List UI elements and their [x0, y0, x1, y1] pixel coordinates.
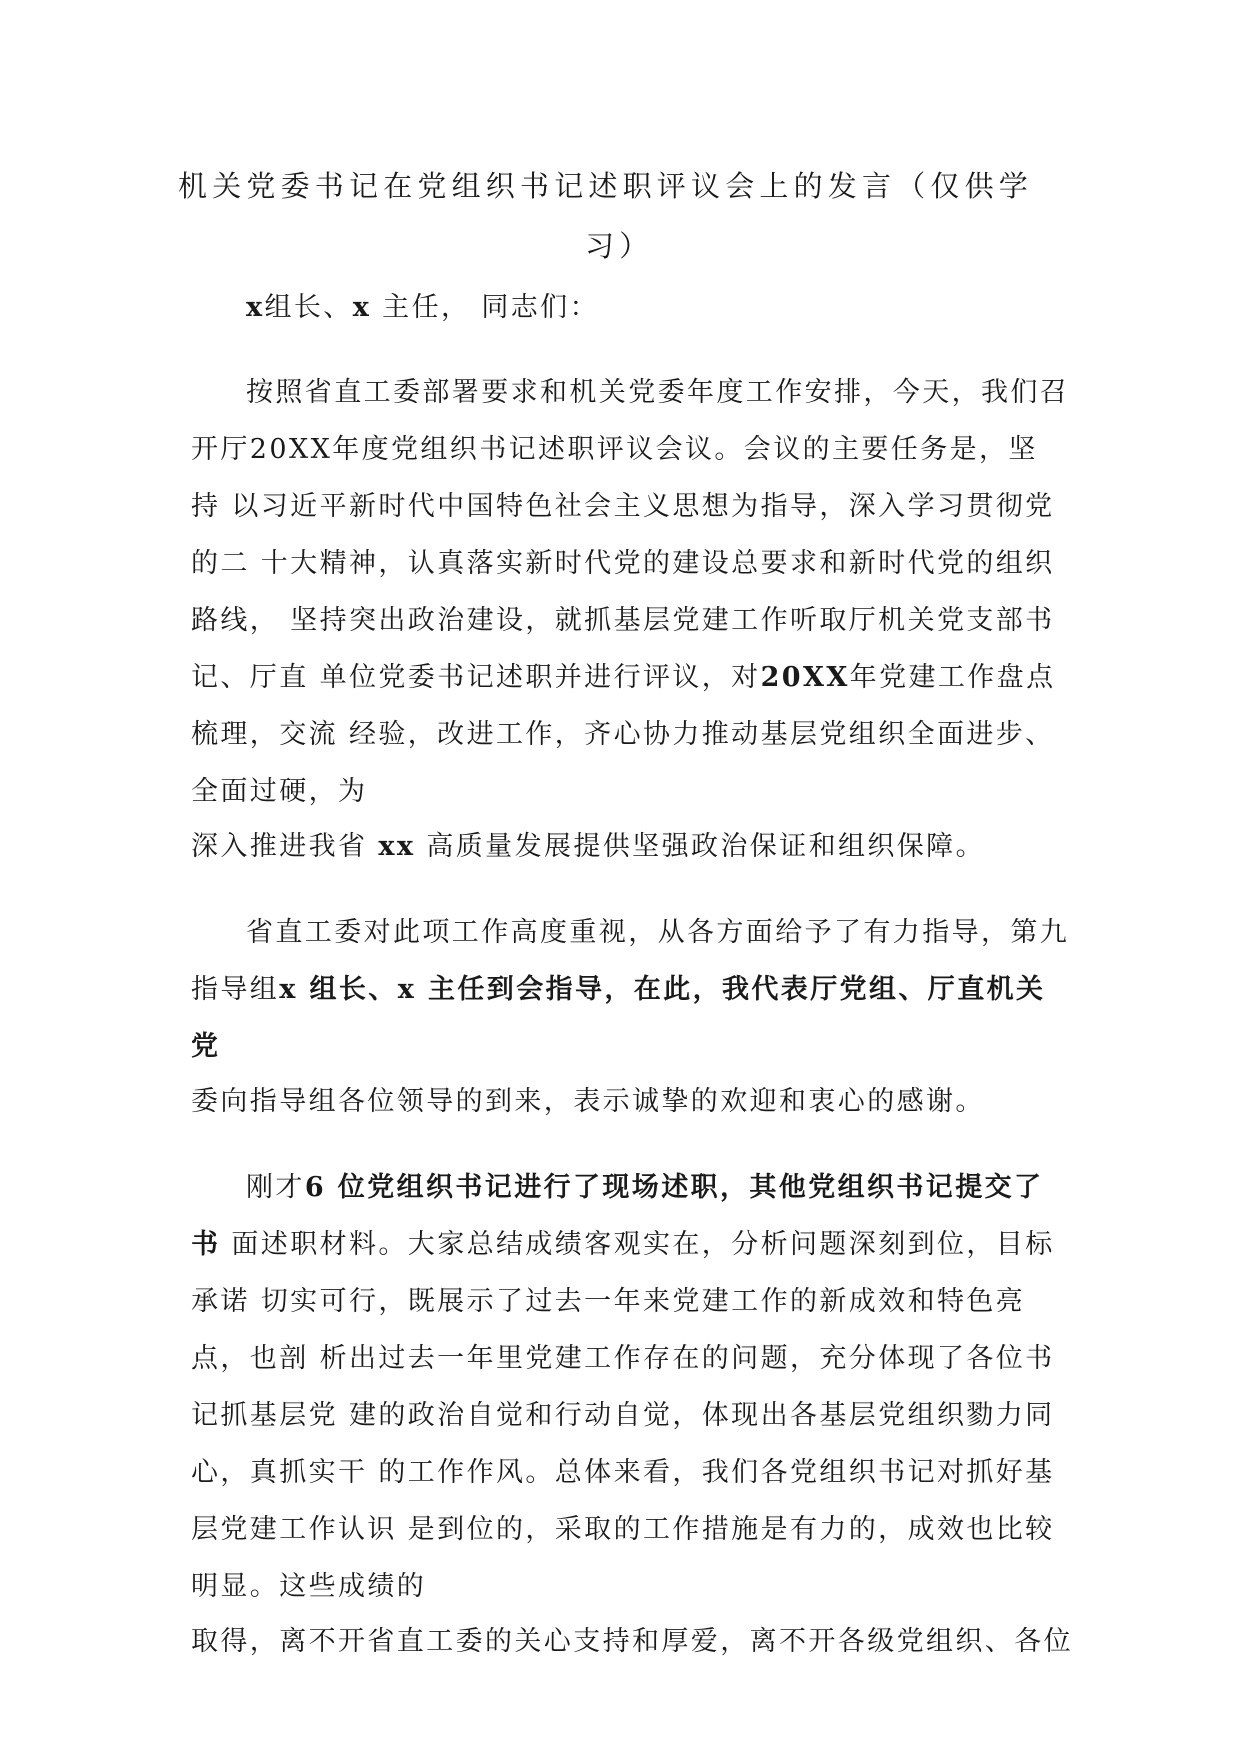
- salutation-part: x: [352, 292, 372, 323]
- text-run-bold: xx: [378, 831, 416, 862]
- paragraph-line: 省直工委对此项工作高度重视，从各方面给予了有力指导，第九: [246, 917, 1070, 948]
- paragraph-line: 按照省直工委部署要求和机关党委年度工作安排，今天，我们召: [246, 377, 1070, 408]
- text-run-bold: x 组长、x 主任到会指导，在此，我代表厅党组、厅直机关: [279, 974, 1046, 1005]
- paragraph-line: 持 以习近平新时代中国特色社会主义思想为指导，深入学习贯彻党: [191, 491, 1055, 522]
- document-title-line-2: 习）: [585, 229, 654, 263]
- text-run: 深入推进我省: [191, 831, 368, 862]
- paragraph-line: 的二 十大精神，认真落实新时代党的建设总要求和新时代党的组织: [191, 548, 1055, 579]
- paragraph-line: [191, 829, 985, 865]
- text-run: 记、厅直 单位党委书记述职并进行评议，对: [191, 662, 761, 693]
- paragraph-line: [191, 660, 1055, 696]
- text-run: 刚才: [246, 1172, 305, 1203]
- paragraph-line: 路线， 坚持突出政治建设，就抓基层党建工作听取厅机关党支部书: [191, 605, 1055, 636]
- salutation: [246, 290, 599, 326]
- salutation-part: x: [246, 292, 265, 323]
- paragraph-line: 心，真抓实干 的工作作风。总体来看，我们各党组织书记对抓好基: [191, 1457, 1055, 1488]
- text-run-bold: 20XX: [760, 662, 850, 693]
- salutation-part: 组长、: [264, 292, 353, 323]
- paragraph-line: 开厅20XX年度党组织书记述职评议会议。会议的主要任务是，坚: [191, 434, 1038, 465]
- paragraph-line: 梳理，交流 经验，改进工作，齐心协力推动基层党组织全面进步、: [191, 719, 1055, 750]
- paragraph-line: [191, 1227, 1055, 1263]
- text-run: 面述职材料。大家总结成绩客观实在，分析问题深刻到位，目标: [231, 1229, 1055, 1260]
- paragraph-line: [191, 972, 1045, 1008]
- paragraph-line: 党: [191, 1031, 221, 1062]
- paragraph-line: [246, 1170, 1043, 1206]
- paragraph-line: 记抓基层党 建的政治自觉和行动自觉，体现出各基层党组织勠力同: [191, 1400, 1055, 1431]
- text-run: 指导组: [191, 974, 280, 1005]
- text-run-bold: 6 位党组织书记进行了现场述职，其他党组织书记提交了: [304, 1172, 1044, 1203]
- paragraph-line: 层党建工作认识 是到位的，采取的工作措施是有力的，成效也比较: [191, 1514, 1055, 1545]
- paragraph-line: 委向指导组各位领导的到来，表示诚挚的欢迎和衷心的感谢。: [191, 1086, 985, 1117]
- salutation-part: 主任， 同志们：: [371, 292, 599, 323]
- text-run-bold: 书: [191, 1229, 221, 1260]
- paragraph-line: 全面过硬，为: [191, 776, 368, 807]
- text-run: 年党建工作盘点: [849, 662, 1056, 693]
- paragraph-line: 点，也剖 析出过去一年里党建工作存在的问题，充分体现了各位书: [191, 1343, 1055, 1374]
- paragraph-line: 明显。这些成绩的: [191, 1571, 427, 1602]
- text-run: 高质量发展提供坚强政治保证和组织保障。: [426, 831, 985, 862]
- document-title-line-1: 机关党委书记在党组织书记述职评议会上的发言（仅供学: [178, 169, 1034, 203]
- paragraph-line: 承诺 切实可行，既展示了过去一年来党建工作的新成效和特色亮: [191, 1286, 1026, 1317]
- paragraph-line: 取得，离不开省直工委的关心支持和厚爱，离不开各级党组织、各位: [191, 1626, 1073, 1657]
